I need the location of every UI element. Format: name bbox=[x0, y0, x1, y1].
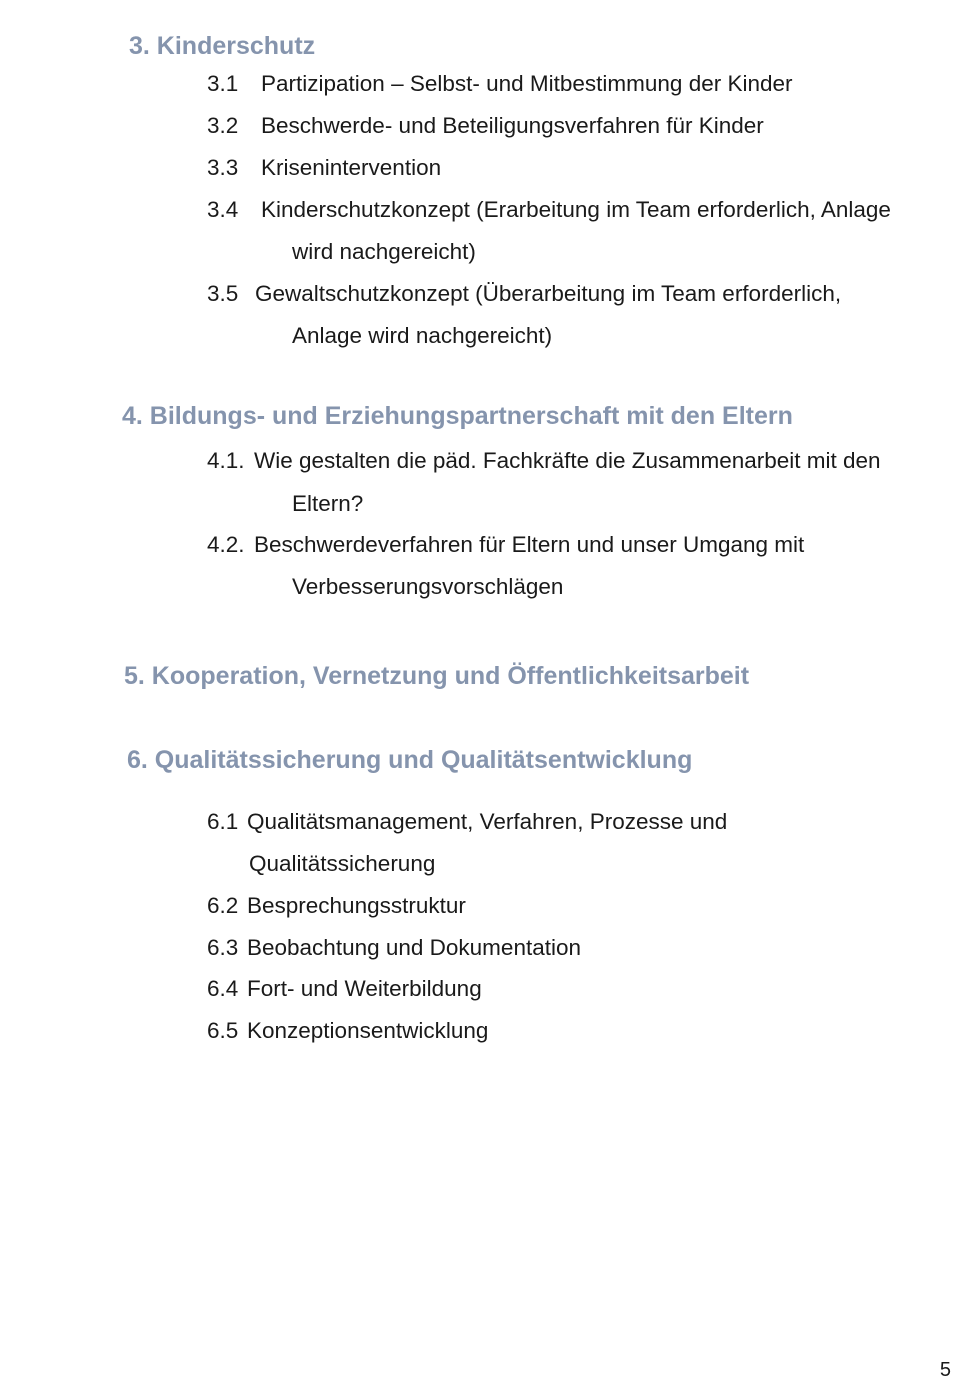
item-3-1-number: 3.1 bbox=[207, 71, 239, 96]
item-6-4-number: 6.4 bbox=[207, 976, 239, 1001]
item-3-4-number: 3.4 bbox=[207, 197, 239, 222]
item-3-4-text: Kinderschutzkonzept (Erarbeitung im Team erforderlich, Anlage bbox=[261, 197, 891, 222]
item-3-5-text: Gewaltschutzkonzept (Überarbeitung im Team erforderlich, bbox=[255, 281, 842, 306]
item-4-2-continuation: Verbesserungsvorschlägen bbox=[292, 574, 564, 599]
page-number: 5 bbox=[939, 1359, 951, 1381]
item-6-3-number: 6.3 bbox=[207, 935, 239, 960]
item-6-4-text: Fort- und Weiterbildung bbox=[247, 976, 482, 1001]
item-6-5-number: 6.5 bbox=[207, 1018, 239, 1043]
item-3-1-text: Partizipation – Selbst- und Mitbestimmung der Kinder bbox=[261, 71, 793, 96]
item-6-3-text: Beobachtung und Dokumentation bbox=[247, 935, 581, 960]
item-6-1-number: 6.1 bbox=[207, 809, 239, 834]
item-4-1-continuation: Eltern? bbox=[292, 491, 364, 516]
item-3-3-number: 3.3 bbox=[207, 155, 239, 180]
item-3-4-continuation: wird nachgereicht) bbox=[292, 239, 476, 264]
item-4-1-number: 4.1. bbox=[207, 448, 245, 473]
item-4-2-number: 4.2. bbox=[207, 532, 245, 557]
item-4-1-text: Wie gestalten die päd. Fachkräfte die Zusammenarbeit mit den bbox=[254, 448, 881, 473]
item-3-2-number: 3.2 bbox=[207, 113, 239, 138]
item-6-2-text: Besprechungsstruktur bbox=[247, 893, 466, 918]
item-6-1-continuation: Qualitätssicherung bbox=[249, 851, 436, 876]
item-3-2-text: Beschwerde- und Beteiligungsverfahren für Kinder bbox=[261, 113, 764, 138]
section-6-heading: 6. Qualitätssicherung und Qualitätsentwicklung bbox=[127, 746, 693, 774]
item-3-3-text: Krisenintervention bbox=[261, 155, 442, 180]
item-6-5-text: Konzeptionsentwicklung bbox=[247, 1018, 489, 1043]
item-3-5-number: 3.5 bbox=[207, 281, 239, 306]
item-4-2-text: Beschwerdeverfahren für Eltern und unser Umgang mit bbox=[254, 532, 805, 557]
item-3-5-continuation: Anlage wird nachgereicht) bbox=[292, 323, 553, 348]
item-6-2-number: 6.2 bbox=[207, 893, 239, 918]
section-3-heading: 3. Kinderschutz bbox=[129, 32, 316, 60]
item-6-1-text: Qualitätsmanagement, Verfahren, Prozesse und bbox=[247, 809, 728, 834]
section-4-heading: 4. Bildungs- und Erziehungspartnerschaft mit den Eltern bbox=[122, 402, 793, 430]
section-5-heading: 5. Kooperation, Vernetzung und Öffentlichkeitsarbeit bbox=[124, 662, 750, 690]
